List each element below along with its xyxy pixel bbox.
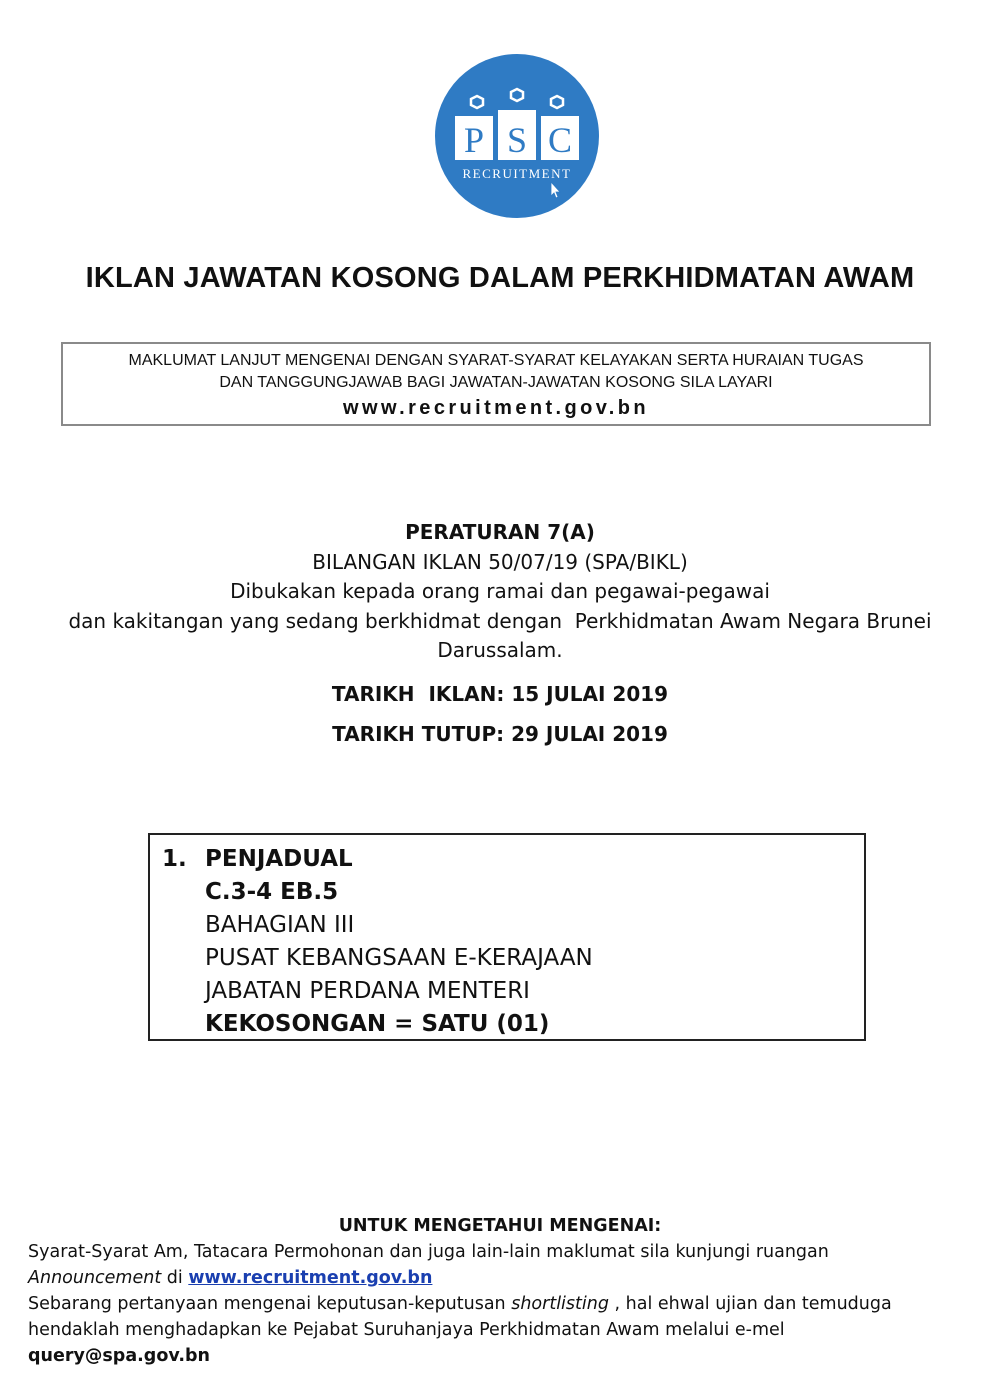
- position-title: PENJADUAL: [205, 846, 353, 872]
- logo-letter-p: P: [463, 120, 485, 160]
- position-scale: C.3-4 EB.5: [205, 879, 339, 905]
- footer-heading: UNTUK MENGETAHUI MENGENAI:: [338, 1216, 662, 1236]
- position-division: BAHAGIAN III: [205, 912, 355, 938]
- info-line-2: DAN TANGGUNGJAWAB BAGI JAWATAN-JAWATAN KOSONG SILA LAYARI: [219, 374, 773, 391]
- footer-p2-end: , hal ehwal ujian dan temuduga: [608, 1294, 892, 1314]
- close-date-label: TARIKH TUTUP:: [332, 722, 505, 746]
- dates-block: [0, 674, 1000, 754]
- psc-logo-graphic: [433, 52, 601, 220]
- position-box: [148, 833, 866, 1041]
- regulation-line-2: dan kakitangan yang sedang berkhidmat dengan Perkhidmatan Awam Negara Brunei: [68, 608, 932, 633]
- recruitment-link[interactable]: www.recruitment.gov.bn: [188, 1268, 433, 1288]
- regulation-line-3: Darussalam.: [437, 638, 563, 662]
- page-title: IKLAN JAWATAN KOSONG DALAM PERKHIDMATAN AWAM: [85, 262, 915, 294]
- info-box: [61, 342, 931, 426]
- announcement-text: Announcement: [28, 1268, 162, 1288]
- ad-date-label: TARIKH IKLAN:: [331, 682, 505, 706]
- ad-date-value: 15 JULAI 2019: [511, 682, 669, 706]
- footer-p2-start: Sebarang pertanyaan mengenai keputusan-keputusan: [28, 1294, 512, 1314]
- position-vacancy: KEKOSONGAN = SATU (01): [205, 1011, 550, 1037]
- regulation-line-1: Dibukakan kepada orang ramai dan pegawai-pegawai: [230, 579, 770, 603]
- regulation-block: [0, 518, 1000, 666]
- logo-letter-s: S: [506, 120, 528, 160]
- footer-di-text: di: [161, 1268, 189, 1288]
- regulation-heading: PERATURAN 7(A): [405, 520, 595, 544]
- footer-paragraph-2-line-1: [28, 1291, 978, 1317]
- ad-number: BILANGAN IKLAN 50/07/19 (SPA/BIKL): [312, 549, 688, 574]
- footer-paragraph-1-line-1: Syarat-Syarat Am, Tatacara Permohonan dan juga lain-lain maklumat sila kunjungi ruangan: [28, 1242, 829, 1262]
- position-department: JABATAN PERDANA MENTERI: [205, 978, 530, 1004]
- psc-recruitment-logo: [433, 52, 601, 220]
- info-line-1: MAKLUMAT LANJUT MENGENAI DENGAN SYARAT-SYARAT KELAYAKAN SERTA HURAIAN TUGAS: [128, 352, 864, 369]
- close-date-row: [0, 714, 1000, 754]
- logo-letter-c: C: [547, 120, 573, 160]
- footer-paragraph-2-line-2: hendaklah menghadapkan ke Pejabat Suruhanjaya Perkhidmatan Awam melalui e-mel: [28, 1320, 785, 1340]
- ad-date-row: [0, 674, 1000, 714]
- info-url: www.recruitment.gov.bn: [343, 397, 649, 419]
- close-date-value: 29 JULAI 2019: [511, 722, 668, 746]
- footer-paragraph-1-line-2: [28, 1265, 978, 1291]
- position-number: 1.: [162, 846, 187, 872]
- position-unit: PUSAT KEBANGSAAN E-KERAJAAN: [205, 945, 593, 971]
- shortlisting-text: shortlisting: [511, 1294, 609, 1314]
- logo-subtext: RECRUITMENT: [462, 166, 572, 181]
- contact-email[interactable]: query@spa.gov.bn: [28, 1346, 210, 1366]
- footer-block: [28, 1213, 978, 1369]
